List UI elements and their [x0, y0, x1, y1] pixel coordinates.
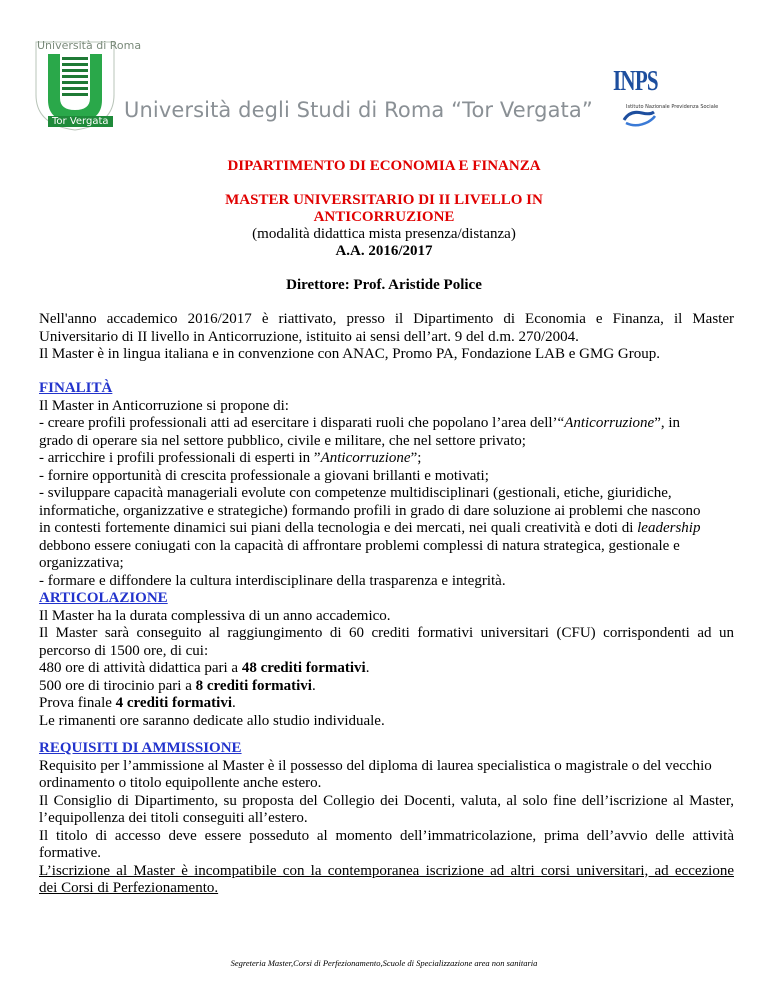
university-title: Università degli Studi di Roma “Tor Vergata”: [124, 98, 593, 122]
finalita-line: - sviluppare capacità manageriali evolute con competenze multidisciplinari (gestionali, etiche, giuridiche,: [39, 485, 672, 501]
requisiti-line: ordinamento o titolo equipollente anche estero.: [39, 775, 322, 791]
articolazione-line: 480 ore di attività didattica pari a 48 crediti formativi.: [39, 660, 370, 676]
logo-top-text: Università di Roma: [37, 39, 142, 52]
articolazione-section: [39, 590, 734, 730]
requisiti-section: [39, 740, 734, 898]
requisiti-line: Il Consiglio di Dipartimento, su proposta del Collegio dei Docenti, valuta, al solo fine dell’iscrizione al Master,: [39, 792, 734, 809]
department-title: DIPARTIMENTO DI ECONOMIA E FINANZA: [227, 158, 541, 174]
requisiti-line: Requisito per l’ammissione al Master è il possesso del diploma di laurea specialistica o magistrale o del vecchio: [39, 757, 712, 774]
finalita-section: [39, 380, 734, 590]
requisiti-line: Il titolo di accesso deve essere posseduto al momento dell’immatricolazione, prima dell’avvio delle attività: [39, 827, 734, 844]
articolazione-line: Il Master sarà conseguito al raggiungimento di 60 crediti formativi universitari (CFU) corrispondenti ad un: [39, 625, 734, 641]
finalita-line: informatiche, organizzative e strategiche) formando profili in grado di dare soluzione ai problemi che nascono: [39, 502, 701, 519]
finalita-line: in contesti fortemente dinamici sui piani della tecnologia e dei mercati, nei quali creatività e doti di leadership: [39, 520, 701, 536]
articolazione-line: Le rimanenti ore saranno dedicate allo studio individuale.: [39, 712, 385, 729]
inps-subtitle: Istituto Nazionale Previdenza Sociale: [626, 104, 719, 110]
articolazione-line: Il Master ha la durata complessiva di un anno accademico.: [39, 607, 391, 624]
articolazione-line: Prova finale 4 crediti formativi.: [39, 695, 236, 711]
finalita-line: debbono essere coniugati con la capacità di affrontare problemi complessi di natura strategica, gestionale e: [39, 537, 680, 554]
articolazione-line: 500 ore di tirocinio pari a 8 crediti formativi.: [39, 677, 316, 694]
requisiti-line: L’iscrizione al Master è incompatibile con la contemporanea iscrizione ad altri corsi universitari, ad eccezione: [39, 862, 734, 879]
intro-line: Universitario di II livello in Anticorruzione, istituito ai sensi dell’art. 9 del d.m. 270/2004.: [39, 328, 579, 345]
director-line: Direttore: Prof. Aristide Police: [286, 277, 482, 293]
finalita-line: - formare e diffondere la cultura interdisciplinare della trasparenza e integrità.: [39, 572, 506, 589]
finalita-line: grado di operare sia nel settore pubblico, civile e militare, che nel settore privato;: [39, 432, 526, 449]
intro-line: Il Master è in lingua italiana e in convenzione con ANAC, Promo PA, Fondazione LAB e GMG Group.: [39, 346, 661, 362]
requisiti-heading: REQUISITI DI AMMISSIONE: [39, 740, 242, 756]
finalita-line: - creare profili professionali atti ad esercitare i disparati ruoli che popolano l’area dell’“Anticorruzione”, in: [39, 415, 681, 431]
master-title-line1: MASTER UNIVERSITARIO DI II LIVELLO IN: [225, 192, 543, 208]
inps-swirl-icon: [620, 108, 658, 128]
master-title-line2: ANTICORRUZIONE: [313, 209, 455, 225]
finalita-line: - fornire opportunità di crescita professionale a giovani brillanti e motivati;: [39, 467, 489, 484]
academic-year: A.A. 2016/2017: [335, 243, 433, 259]
articolazione-heading: ARTICOLAZIONE: [39, 590, 168, 606]
inps-logo-text: INPS: [613, 66, 658, 97]
finalita-line: organizzativa;: [39, 555, 124, 571]
requisiti-line: l’equipollenza dei titoli conseguiti all’estero.: [39, 810, 308, 826]
intro-paragraph: [39, 311, 734, 364]
finalita-heading: FINALITÀ: [39, 380, 113, 396]
modality-text: (modalità didattica mista presenza/distanza): [252, 226, 516, 242]
finalita-line: Il Master in Anticorruzione si propone di:: [39, 397, 289, 414]
articolazione-line: percorso di 1500 ore, di cui:: [39, 642, 209, 659]
intro-line: Nell'anno accademico 2016/2017 è riattivato, presso il Dipartimento di Economia e Finanza, il Master: [39, 311, 734, 327]
page-footer: Segreteria Master,Corsi di Perfezionamento,Scuole di Specializzazione area non sanitaria: [230, 958, 538, 968]
finalita-line: - arricchire i profili professionali di esperti in ”Anticorruzione”;: [39, 450, 422, 466]
requisiti-line: formative.: [39, 845, 102, 861]
requisiti-line: dei Corsi di Perfezionamento.: [39, 880, 219, 896]
logo-bottom-text: Tor Vergata: [48, 116, 113, 127]
